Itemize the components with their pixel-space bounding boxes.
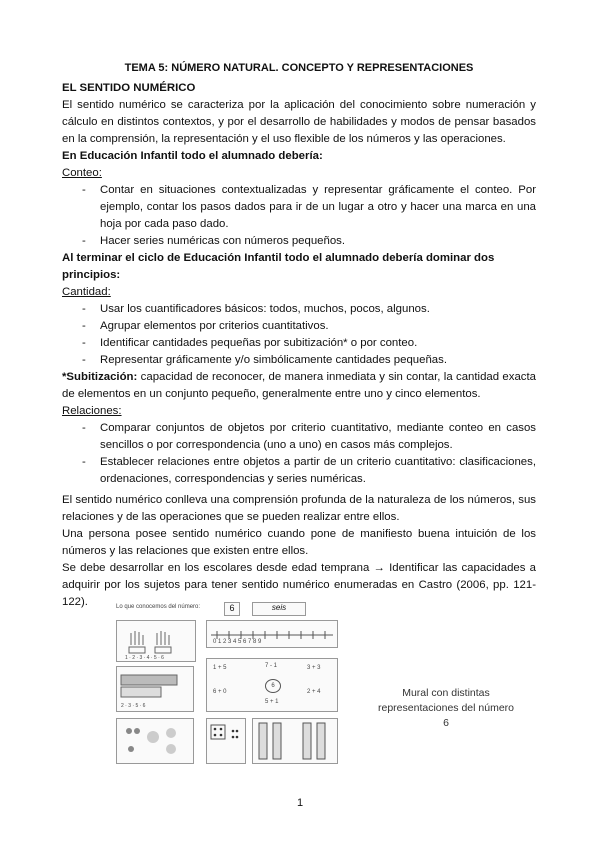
intro-paragraph: El sentido numérico se caracteriza por la aplicación del conocimiento sobre numeración y cálculo en distintos contextos, y por el desarrollo de habilidades y modos de pensar basados en la comprensión, la representación y el uso flexible de los números y las operaciones.	[62, 99, 536, 145]
list-item: - Identificar cantidades pequeñas por subitización* o por conteo.	[62, 335, 536, 352]
mural-word: seis	[252, 602, 306, 616]
op-item: 5 + 1	[265, 699, 279, 705]
op-item: 2 + 4	[307, 689, 321, 695]
conteo-list	[62, 182, 536, 250]
conteo-label: Conteo:	[62, 167, 102, 179]
page-content	[62, 62, 536, 611]
svg-text:2 · 3 · 5 · 6: 2 · 3 · 5 · 6	[121, 703, 146, 709]
operations-panel	[206, 658, 338, 712]
list-item: - Hacer series numéricas con números pequeños.	[62, 233, 536, 250]
op-item: 3 + 3	[307, 665, 321, 671]
list-item: - Agrupar elementos por criterios cuantitativos.	[62, 318, 536, 335]
ciclo-heading: Al terminar el ciclo de Educación Infantil todo el alumnado debería dominar dos principios:	[62, 252, 495, 281]
op-item: 6 + 0	[213, 689, 227, 695]
rods-icon	[253, 719, 337, 763]
dice-panel	[206, 718, 246, 764]
list-item: - Representar gráficamente y/o simbólicamente cantidades pequeñas.	[62, 352, 536, 369]
page-number: 1	[296, 797, 304, 809]
relaciones-list	[62, 420, 536, 488]
op-item: 7 - 1	[265, 663, 278, 669]
mural-image	[112, 600, 340, 765]
page-title: TEMA 5: NÚMERO NATURAL. CONCEPTO Y REPRESENTACIONES	[124, 62, 474, 74]
rods-panel	[252, 718, 338, 764]
list-item: - Establecer relaciones entre objetos a partir de un criterio cuantitativo: clasificaciones, ordenaciones, correspondencias y series numéricas.	[62, 454, 536, 488]
bar-panel	[116, 666, 194, 712]
cantidad-list	[62, 301, 536, 369]
paragraph-1: El sentido numérico conlleva una comprensión profunda de la naturaleza de los números, sus relaciones y de las operaciones que se pueden realizar entre ellos.	[62, 494, 536, 523]
list-item: - Usar los cuantificadores básicos: todos, muchos, pocos, algunos.	[62, 301, 536, 318]
mural-caption: Mural con distintas representaciones del número 6	[378, 687, 514, 729]
op-item: 1 + 5	[213, 665, 227, 671]
bar-model-icon	[117, 667, 193, 711]
paragraph-2: Una persona posee sentido numérico cuando pone de manifiesto buena intuición de los números y las relaciones que existen entre ellos.	[62, 528, 536, 557]
subitizacion-term: *Subitización:	[62, 371, 138, 383]
paragraph-3: Se debe desarrollar en los escolares desde edad temprana → Identificar las capacidades a adquirir por los sujetos para tener sentido numérico enumeradas en Castro (2006, pp. 121-122).	[62, 562, 536, 608]
subitizacion-text: capacidad de reconocer, de manera inmediata y sin contar, la cantidad exacta de elementos en un conjunto pequeño, generalmente entre uno y cinco elementos.	[62, 371, 536, 400]
operations-center: 6	[265, 679, 281, 693]
dots-panel	[116, 718, 194, 764]
svg-text:1 · 2 · 3 · 4 · 5 · 6: 1 · 2 · 3 · 4 · 5 · 6	[125, 655, 164, 661]
mural-header: Lo que conocemos del número:	[116, 604, 201, 610]
list-item: - Contar en situaciones contextualizadas y representar gráficamente el conteo. Por ejemplo, contar los pasos dados para ir de un lugar a otro y hacer una marca en una hoja por cada paso dado.	[62, 182, 536, 233]
number-line-labels: 0 1 2 3 4 5 6 7 8 9	[213, 639, 262, 645]
number-line-panel	[206, 620, 338, 648]
section-heading: EL SENTIDO NUMÉRICO	[62, 82, 196, 94]
mural-digit: 6	[224, 602, 240, 616]
subitizacion-definition	[62, 369, 536, 403]
cantidad-label: Cantidad:	[62, 286, 111, 298]
hands-panel	[116, 620, 196, 662]
relaciones-label: Relaciones:	[62, 405, 122, 417]
dice-icon	[207, 719, 245, 763]
hands-icon	[117, 621, 195, 661]
infantil-heading: En Educación Infantil todo el alumnado debería:	[62, 150, 323, 162]
list-item: - Comparar conjuntos de objetos por criterio cuantitativo, mediante conteo en casos sencillos o por correspondencia (uno a uno) en casos más complejos.	[62, 420, 536, 454]
dots-icon	[117, 719, 193, 763]
